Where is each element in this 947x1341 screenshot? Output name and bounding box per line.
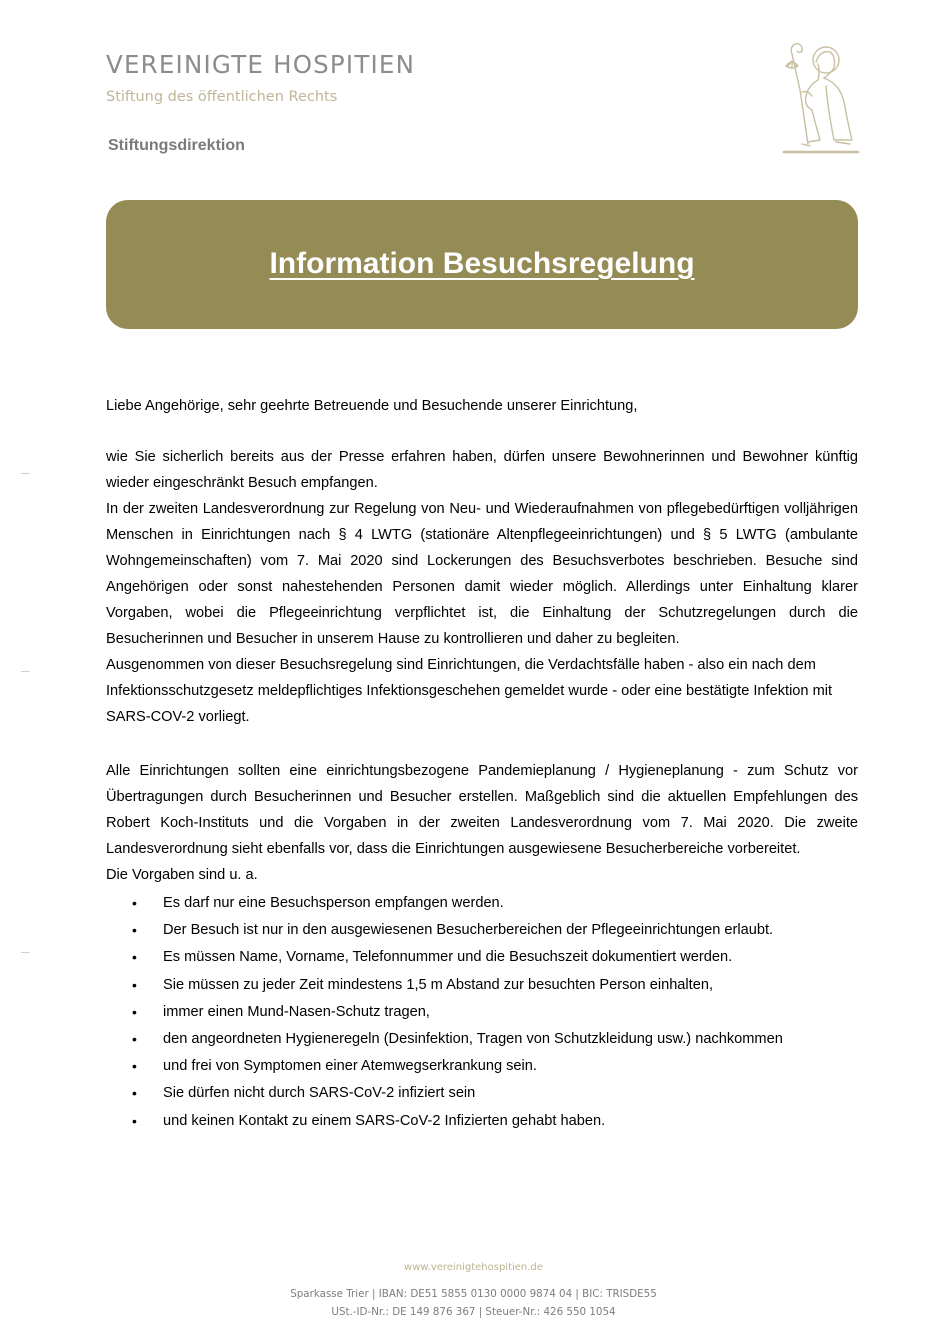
paragraph-intro (106, 444, 858, 730)
paragraph-intro-3: Ausgenommen von dieser Besuchsregelung sind Einrichtungen, die Verdachtsfälle haben - also ein nach dem Infektionsschutzgesetz meldepflichtiges Infektionsgeschehen gemeldet wurde - oder eine bestätigte Infektion mit SARS-COV-2 vorliegt. (106, 657, 833, 725)
footer-tax-details: USt.-ID-Nr.: DE 149 876 367 | Steuer-Nr.: 426 550 1054 (331, 1306, 616, 1318)
org-subtitle: Stiftung des öffentlichen Rechts (106, 89, 338, 105)
list-item-text: Sie dürfen nicht durch SARS-CoV-2 infiziert sein (163, 1085, 476, 1102)
list-item (106, 917, 858, 944)
paragraph-intro-2: In der zweiten Landesverordnung zur Regelung von Neu- und Wiederaufnahmen von pflegebedürftigen volljährigen Menschen in Einrichtungen nach § 4 LWTG (stationäre Altenpflegeeinrichtungen) und § 5 LWTG (ambulante Wohngemeinschaften) vom 7. Mai 2020 sind Lockerungen des Besuchsverbotes beschrieben. Besuche sind Angehörigen oder sonst nahestehenden Personen damit wieder möglich. Allerdings unter Einhaltung klarer Vorgaben, wobei die Pflegeeinrichtung verpflichtet ist, die Einhaltung der Schutzregelungen durch die Besucherinnen und Besucher in unserem Hause zu kontrollieren und daher zu begleiten. (106, 501, 858, 647)
bullet-icon: • (132, 922, 137, 939)
saint-pilgrim-logo-icon (778, 40, 862, 156)
bullet-icon: • (132, 976, 137, 993)
paragraph-requirements-2: Die Vorgaben sind u. a. (106, 867, 258, 883)
fold-mark (21, 671, 30, 672)
list-item-text: immer einen Mund-Nasen-Schutz tragen, (163, 1003, 430, 1020)
paragraph-requirements (106, 758, 858, 888)
bullet-icon: • (132, 949, 137, 966)
paragraph-requirements-1: Alle Einrichtungen sollten eine einrichtungsbezogene Pandemieplanung / Hygieneplanung - zum Schutz vor Übertragungen durch Besucherinnen und Besucher erstellen. Maßgeblich sind die aktuellen Empfehlungen des Robert Koch-Instituts und die Vorgaben in der zweiten Landesverordnung vom 7. Mai 2020. Die zweite Landesverordnung sieht ebenfalls vor, dass die Einrichtungen ausgewiesene Besucherbereiche vorbereitet. (106, 763, 858, 857)
list-item (106, 1108, 858, 1135)
fold-mark (21, 473, 30, 474)
bullet-icon: • (132, 895, 137, 911)
bullet-icon: • (132, 1058, 137, 1075)
bullet-icon: • (132, 1031, 137, 1048)
bullet-icon: • (132, 1112, 137, 1129)
footer-website: www.vereinigtehospitien.de (404, 1262, 543, 1273)
rules-list (106, 890, 858, 1135)
org-name: VEREINIGTE HOSPITIEN (106, 50, 416, 79)
department-label: Stiftungsdirektion (108, 137, 245, 154)
list-item (106, 999, 858, 1026)
paragraph-intro-1: wie Sie sicherlich bereits aus der Presse erfahren haben, dürfen unsere Bewohnerinnen und Bewohner künftig wieder eingeschränkt Besuch empfangen. (106, 449, 858, 491)
list-item-text: Es darf nur eine Besuchsperson empfangen werden. (163, 895, 504, 911)
list-item-text: Der Besuch ist nur in den ausgewiesenen Besucherbereichen der Pflegeeinrichtungen erlaubt. (163, 922, 774, 939)
list-item-text: Sie müssen zu jeder Zeit mindestens 1,5 m Abstand zur besuchten Person einhalten, (163, 976, 714, 993)
list-item-text: Es müssen Name, Vorname, Telefonnummer und die Besuchszeit dokumentiert werden. (163, 949, 733, 966)
list-item-text: und frei von Symptomen einer Atemwegserkrankung sein. (163, 1058, 537, 1075)
list-item (106, 1080, 858, 1107)
list-item (106, 890, 858, 917)
list-item (106, 972, 858, 999)
greeting (106, 393, 858, 419)
title-banner (106, 200, 858, 329)
fold-mark (21, 952, 30, 953)
list-item (106, 944, 858, 971)
list-item-text: den angeordneten Hygieneregeln (Desinfektion, Tragen von Schutzkleidung usw.) nachkommen (163, 1031, 783, 1048)
bullet-icon: • (132, 1003, 137, 1020)
list-item-text: und keinen Kontakt zu einem SARS-CoV-2 Infizierten gehabt haben. (163, 1112, 606, 1129)
list-item (106, 1026, 858, 1053)
document-title: Information Besuchsregelung (269, 247, 695, 280)
greeting-text: Liebe Angehörige, sehr geehrte Betreuende und Besuchende unserer Einrichtung, (106, 398, 638, 414)
list-item (106, 1053, 858, 1080)
bullet-icon: • (132, 1085, 137, 1102)
footer-bank-details: Sparkasse Trier | IBAN: DE51 5855 0130 0000 9874 04 | BIC: TRISDE55 (290, 1288, 657, 1300)
